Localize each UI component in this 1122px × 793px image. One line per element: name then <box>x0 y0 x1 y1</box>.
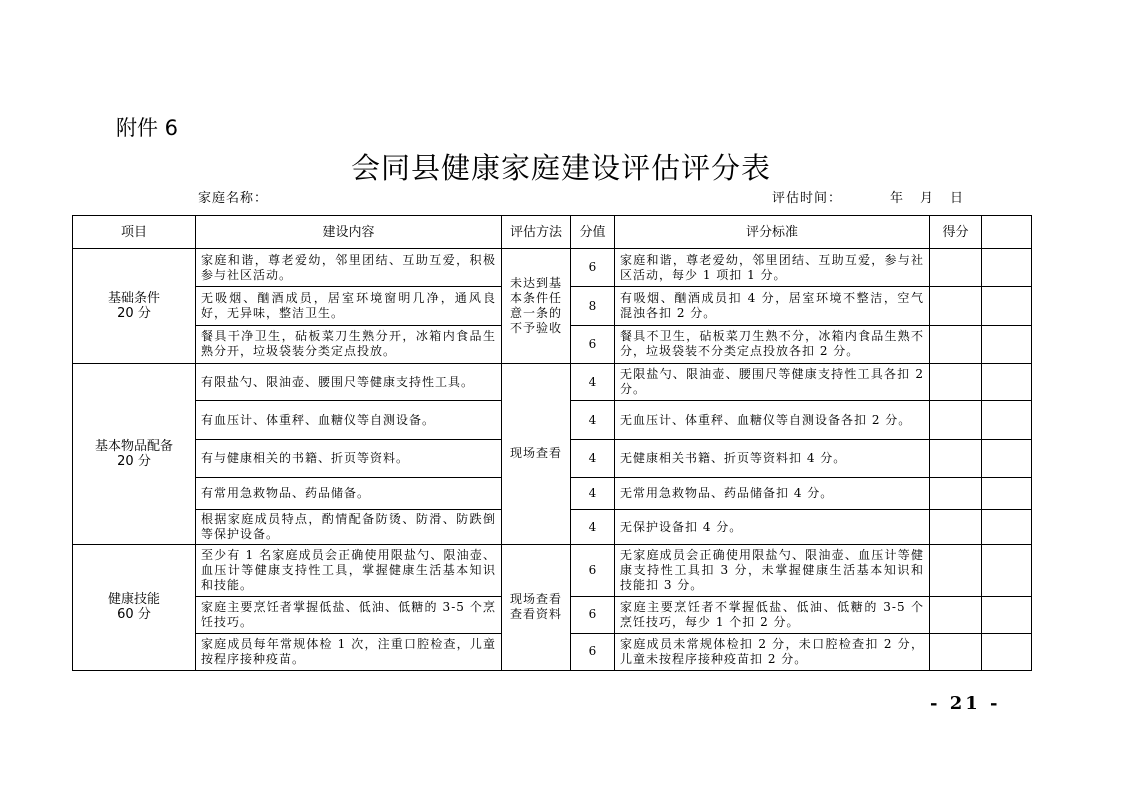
content-cell: 有血压计、体重秤、血糖仪等自测设备。 <box>196 401 502 439</box>
blank-cell <box>982 478 1032 510</box>
blank-cell <box>982 249 1032 287</box>
month-label: 月 <box>920 191 935 206</box>
scoring-table <box>72 215 1032 671</box>
content-cell: 家庭和谐，尊老爱幼，邻里团结、互助互爱，积极参与社区活动。 <box>196 249 502 287</box>
criteria-cell: 无健康相关书籍、折页等资料扣 4 分。 <box>615 439 930 477</box>
score-cell: 6 <box>571 633 615 670</box>
obtained-score-cell[interactable] <box>930 597 982 633</box>
method-cell: 未达到基本条件任意一条的不予验收 <box>502 249 571 364</box>
criteria-cell: 无血压计、体重秤、血糖仪等自测设备各扣 2 分。 <box>615 401 930 439</box>
method-cell: 现场查看 <box>502 364 571 545</box>
obtained-score-cell[interactable] <box>930 478 982 510</box>
score-cell: 6 <box>571 597 615 633</box>
header-content: 建设内容 <box>196 216 502 249</box>
criteria-cell: 无保护设备扣 4 分。 <box>615 510 930 544</box>
header-criteria: 评分标准 <box>615 216 930 249</box>
attachment-label: 附件 6 <box>116 116 179 140</box>
section-item-supplies <box>73 364 196 545</box>
criteria-cell: 家庭和谐，尊老爱幼，邻里团结、互助互爱，参与社区活动，每少 1 项扣 1 分。 <box>615 249 930 287</box>
year-label: 年 <box>890 191 905 206</box>
evaluation-time-label: 评估时间： <box>772 191 843 206</box>
score-cell: 8 <box>571 287 615 325</box>
criteria-cell: 无家庭成员会正确使用限盐勺、限油壶、血压计等健康支持性工具扣 3 分，未掌握健康生活基本知识和技能扣 3 分。 <box>615 544 930 596</box>
obtained-score-cell[interactable] <box>930 287 982 325</box>
section-name: 健康技能 <box>107 592 160 608</box>
content-cell: 至少有 1 名家庭成员会正确使用限盐勺、限油壶、血压计等健康支持性工具，掌握健康生活基本知识和技能。 <box>196 544 502 596</box>
score-cell: 4 <box>571 510 615 544</box>
score-cell: 6 <box>571 325 615 363</box>
blank-cell <box>982 364 1032 401</box>
obtained-score-cell[interactable] <box>930 439 982 477</box>
blank-cell <box>982 633 1032 670</box>
criteria-cell: 家庭主要烹饪者不掌握低盐、低油、低糖的 3-5 个烹饪技巧，每少 1 个扣 2 分。 <box>615 597 930 633</box>
section-points: 60 分 <box>117 607 151 623</box>
header-item: 项目 <box>73 216 196 249</box>
score-cell: 6 <box>571 544 615 596</box>
blank-cell <box>982 325 1032 363</box>
score-cell: 4 <box>571 364 615 401</box>
blank-cell <box>982 544 1032 596</box>
criteria-cell: 无限盐勺、限油壶、腰围尺等健康支持性工具各扣 2 分。 <box>615 364 930 401</box>
score-cell: 6 <box>571 249 615 287</box>
content-cell: 餐具干净卫生，砧板菜刀生熟分开，冰箱内食品生熟分开，垃圾袋装分类定点投放。 <box>196 325 502 363</box>
page-number: - 21 - <box>930 693 1001 714</box>
header-method: 评估方法 <box>502 216 571 249</box>
content-cell: 有与健康相关的书籍、折页等资料。 <box>196 439 502 477</box>
section-name: 基本物品配备 <box>94 438 173 454</box>
blank-cell <box>982 439 1032 477</box>
blank-cell <box>982 401 1032 439</box>
score-cell: 4 <box>571 439 615 477</box>
obtained-score-cell[interactable] <box>930 364 982 401</box>
obtained-score-cell[interactable] <box>930 249 982 287</box>
section-points: 20 分 <box>117 306 151 322</box>
content-cell: 有常用急救物品、药品储备。 <box>196 478 502 510</box>
content-cell: 家庭主要烹饪者掌握低盐、低油、低糖的 3-5 个烹饪技巧。 <box>196 597 502 633</box>
content-cell: 有限盐勺、限油壶、腰围尺等健康支持性工具。 <box>196 364 502 401</box>
criteria-cell: 餐具不卫生，砧板菜刀生熟不分，冰箱内食品生熟不分，垃圾袋装不分类定点投放各扣 2 分。 <box>615 325 930 363</box>
section-points: 20 分 <box>117 453 151 469</box>
blank-cell <box>982 597 1032 633</box>
criteria-cell: 家庭成员未常规体检扣 2 分，未口腔检查扣 2 分，儿童未按程序接种疫苗扣 2 分。 <box>615 633 930 670</box>
criteria-cell: 无常用急救物品、药品储备扣 4 分。 <box>615 478 930 510</box>
blank-cell <box>982 510 1032 544</box>
method-cell: 现场查看查看资料 <box>502 544 571 670</box>
header-blank <box>982 216 1032 249</box>
obtained-score-cell[interactable] <box>930 633 982 670</box>
obtained-score-cell[interactable] <box>930 325 982 363</box>
day-label: 日 <box>950 191 965 206</box>
header-obtained: 得分 <box>930 216 982 249</box>
header-score: 分值 <box>571 216 615 249</box>
table-row <box>73 364 1032 401</box>
family-name-label: 家庭名称： <box>198 191 269 206</box>
obtained-score-cell[interactable] <box>930 510 982 544</box>
section-item-skills <box>73 544 196 670</box>
obtained-score-cell[interactable] <box>930 401 982 439</box>
table-header-row <box>73 216 1032 249</box>
criteria-cell: 有吸烟、酗酒成员扣 4 分，居室环境不整洁，空气混浊各扣 2 分。 <box>615 287 930 325</box>
content-cell: 根据家庭成员特点，酌情配备防烫、防滑、防跌倒等保护设备。 <box>196 510 502 544</box>
content-cell: 家庭成员每年常规体检 1 次，注重口腔检查，儿童按程序接种疫苗。 <box>196 633 502 670</box>
page-title: 会同县健康家庭建设评估评分表 <box>350 151 771 185</box>
obtained-score-cell[interactable] <box>930 544 982 596</box>
blank-cell <box>982 287 1032 325</box>
table-row <box>73 544 1032 596</box>
section-item-basic <box>73 249 196 364</box>
section-name: 基础条件 <box>107 291 160 307</box>
table-row <box>73 249 1032 287</box>
evaluation-time <box>772 187 964 206</box>
content-cell: 无吸烟、酗酒成员，居室环境窗明几净，通风良好，无异味，整洁卫生。 <box>196 287 502 325</box>
score-cell: 4 <box>571 401 615 439</box>
score-cell: 4 <box>571 478 615 510</box>
